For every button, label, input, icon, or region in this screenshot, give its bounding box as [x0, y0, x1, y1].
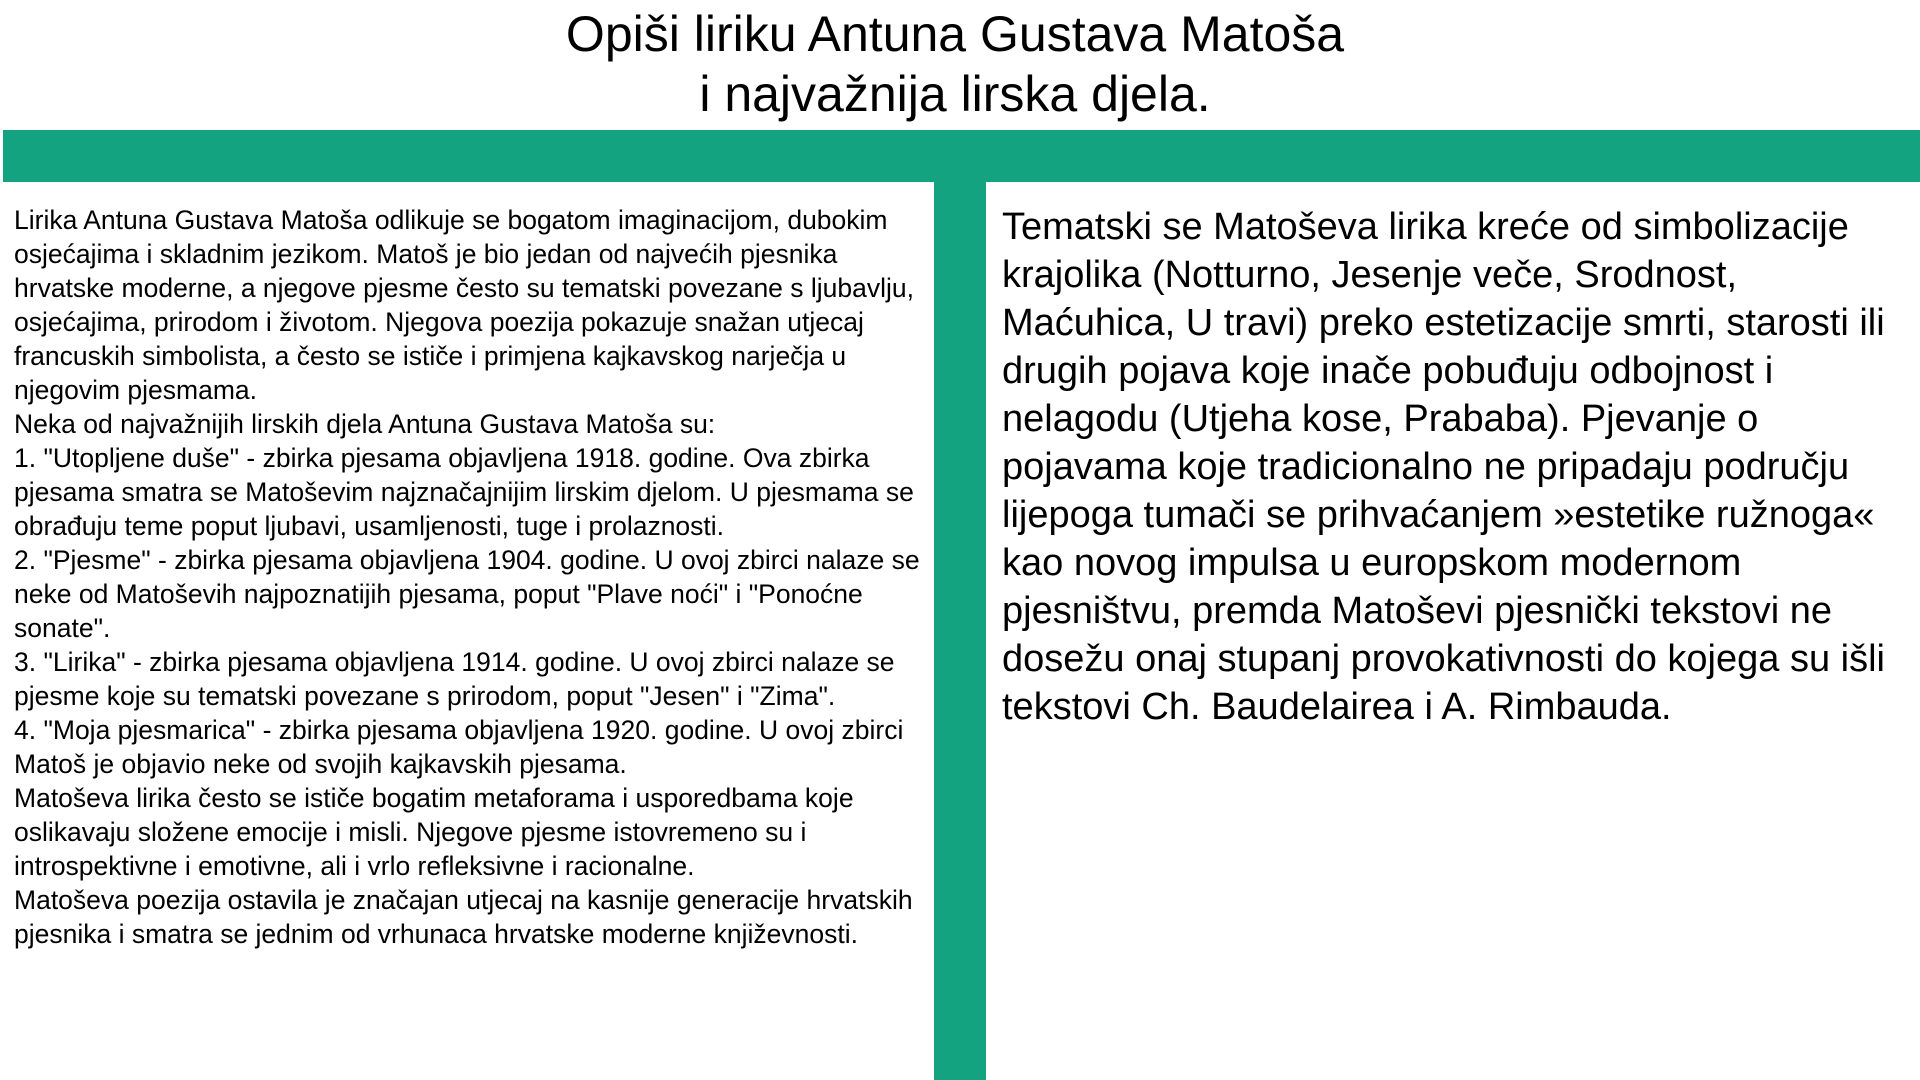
- vertical-divider-bar: [934, 130, 986, 1080]
- left-text-column: [14, 203, 920, 951]
- left-paragraph-list-heading: Neka od najvažnijih lirskih djela Antuna Gustava Matoša su:: [14, 409, 716, 439]
- left-paragraph-metaphors: Matoševa lirika često se ističe bogatim metaforama i usporedbama koje oslikavaju složene emocije i misli. Njegove pjesme istovremeno su i introspektivne i emotivne, ali i vrlo refleksivne i racionalne.: [14, 783, 854, 881]
- right-paragraph: Tematski se Matoševa lirika kreće od simbolizacije krajolika (Notturno, Jesenje veče, Srodnost, Maćuhica, U travi) preko estetizacije smrti, starosti ili drugih pojava koje inače pobuđuju odbojnost i nelagodu (Utjeha kose, Prababa). Pjevanje o pojavama koje tradicionalno ne pripadaju području lijepoga tumači se prihvaćanjem »estetike ružnoga« kao novog impulsa u europskom modernom pjesništvu, premda Matoševi pjesnički tekstovi ne dosežu onaj stupanj provokativnosti do kojega su išli tekstovi Ch. Baudelairea i A. Rimbauda.: [1002, 206, 1885, 728]
- left-paragraph-item-1: 1. "Utopljene duše" - zbirka pjesama objavljena 1918. godine. Ova zbirka pjesama smatra se Matoševim najznačajnijim lirskim djelom. U pjesmama se obrađuju teme poput ljubavi, usamljenosti, tuge i prolaznosti.: [14, 443, 914, 541]
- left-paragraph-item-2: 2. "Pjesme" - zbirka pjesama objavljena 1904. godine. U ovoj zbirci nalaze se neke od Matoševih najpoznatijih pjesama, poput "Plave noći" i "Ponoćne sonate".: [14, 545, 920, 643]
- page-title-line-2: i najvažnija lirska djela.: [699, 66, 1211, 122]
- left-paragraph-intro: Lirika Antuna Gustava Matoša odlikuje se bogatom imaginacijom, dubokim osjećajima i skladnim jezikom. Matoš je bio jedan od najvećih pjesnika hrvatske moderne, a njegove pjesme često su tematski povezane s ljubavlju, osjećajima, prirodom i životom. Njegova poezija pokazuje snažan utjecaj francuskih simbolista, a često se ističe i primjena kajkavskog narječja u njegovim pjesmama.: [14, 205, 915, 405]
- left-paragraph-item-3: 3. "Lirika" - zbirka pjesama objavljena 1914. godine. U ovoj zbirci nalaze se pjesme koje su tematski povezane s prirodom, poput "Jesen" i "Zima".: [14, 647, 895, 711]
- left-paragraph-item-4: 4. "Moja pjesmarica" - zbirka pjesama objavljena 1920. godine. U ovoj zbirci Matoš je objavio neke od svojih kajkavskih pjesama.: [14, 715, 904, 779]
- right-text-column: [1002, 203, 1907, 731]
- left-paragraph-legacy: Matoševa poezija ostavila je značajan utjecaj na kasnije generacije hrvatskih pjesnika i smatra se jednim od vrhunaca hrvatske moderne književnosti.: [14, 885, 913, 949]
- page-title: [0, 4, 1910, 124]
- page-title-line-1: Opiši liriku Antuna Gustava Matoša: [565, 6, 1345, 62]
